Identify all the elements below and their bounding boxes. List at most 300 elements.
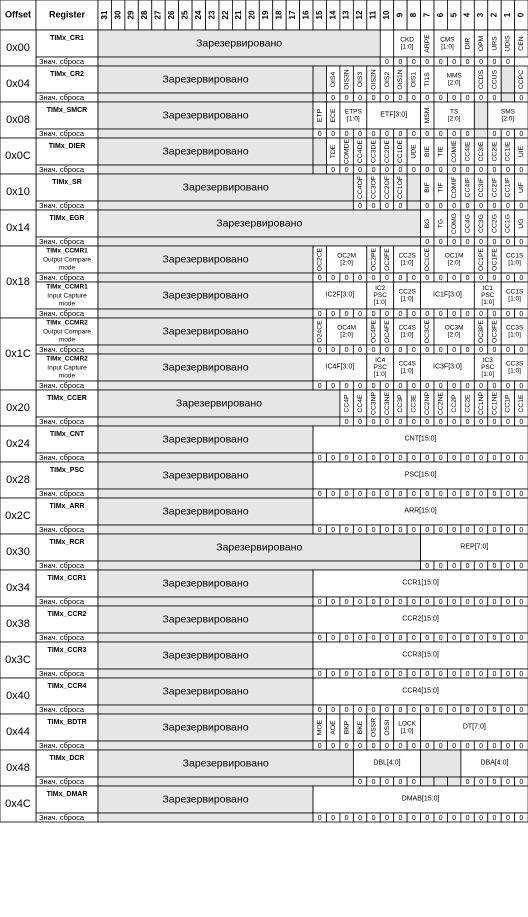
field-label: IC1F[3:0] <box>433 291 462 299</box>
reset-value: 0 <box>465 814 470 822</box>
field-label: [1:0] <box>400 727 414 735</box>
reset-value: 0 <box>398 778 403 786</box>
reset-value: 0 <box>425 238 430 246</box>
field-arpe: ARPE <box>424 34 432 53</box>
reset-value: 0 <box>344 166 349 174</box>
reset-label: Знач. сброса <box>39 344 85 354</box>
field-oc3pe: OC3PE <box>477 319 485 344</box>
field-ccds: CCDS <box>477 69 485 90</box>
field-label: [1:0] <box>508 331 521 339</box>
field-label: ARR[15:0] <box>404 507 437 515</box>
reset-value: 0 <box>452 490 457 498</box>
reset-value: 0 <box>317 742 322 750</box>
reset-value: 0 <box>452 742 457 750</box>
header-bit-20: 20 <box>247 10 257 20</box>
reset-value: 0 <box>438 202 443 210</box>
reserved-reset-block <box>98 201 353 210</box>
field-label: PSC <box>481 292 495 300</box>
reset-value: 0 <box>344 346 349 354</box>
reset-value: 0 <box>371 274 376 282</box>
field-cc3e: CC3E <box>410 394 418 413</box>
field-cen: CEN <box>518 36 526 51</box>
reset-bit-cell <box>447 777 460 786</box>
reset-value: 0 <box>385 94 389 102</box>
reset-value: 0 <box>371 778 376 786</box>
reset-value: 0 <box>425 58 430 66</box>
header-bit-29: 29 <box>126 10 136 20</box>
reserved-reset-block <box>98 453 313 462</box>
reset-value: 0 <box>398 418 403 426</box>
field-label: PSC <box>373 364 387 372</box>
reset-value: 0 <box>519 490 524 498</box>
field-tif: TIF <box>437 182 445 193</box>
field-bke: BKE <box>356 720 364 735</box>
reset-value: 0 <box>411 94 416 102</box>
reset-value: 0 <box>344 130 349 138</box>
reset-value: 0 <box>411 130 416 138</box>
reset-value: 0 <box>358 490 363 498</box>
reset-value: 0 <box>398 130 403 138</box>
reserved-label: Зарезервировано <box>162 649 249 662</box>
field-ois3n: OIS3N <box>343 69 351 90</box>
offset-0x40: 0x40 <box>6 689 30 702</box>
reset-value: 0 <box>438 490 443 498</box>
field-label: [1:0] <box>400 43 414 51</box>
reset-value: 0 <box>505 706 510 714</box>
reset-value: 0 <box>331 346 336 354</box>
reset-value: 0 <box>479 670 483 678</box>
reset-bit-cell <box>474 129 487 138</box>
reset-value: 0 <box>425 166 430 174</box>
register-name: TIMx_CCR2 <box>47 610 87 618</box>
reset-value: 0 <box>465 274 470 282</box>
reset-value: 0 <box>492 310 497 318</box>
reset-value: 0 <box>371 94 376 102</box>
header-bit-13: 13 <box>341 10 351 20</box>
reset-value: 0 <box>519 778 524 786</box>
reset-value: 0 <box>505 598 510 606</box>
header-bit-28: 28 <box>140 10 150 20</box>
field-label: [1:0] <box>508 367 521 375</box>
reset-value: 0 <box>492 670 497 678</box>
reset-value: 0 <box>411 778 416 786</box>
reset-value: 0 <box>519 670 524 678</box>
reset-value: 0 <box>452 418 457 426</box>
header-bit-17: 17 <box>287 10 297 20</box>
reset-value: 0 <box>505 526 510 534</box>
reserved-reset-block <box>98 93 313 102</box>
field-cc2g: CC2G <box>491 214 499 233</box>
reset-value: 0 <box>492 58 497 66</box>
field-ois2n: OIS2N <box>370 69 378 90</box>
reset-label: Знач. сброса <box>39 524 85 534</box>
reset-value: 0 <box>505 130 510 138</box>
field-oc4pe: OC4PE <box>370 319 378 344</box>
register-mode: Input Capture <box>47 364 87 372</box>
reset-value: 0 <box>452 58 457 66</box>
header-bit-22: 22 <box>220 10 230 20</box>
reset-value: 0 <box>452 130 457 138</box>
reset-value: 0 <box>519 742 524 750</box>
header-bit-9: 9 <box>395 12 405 18</box>
field-ossr: OSSR <box>370 717 378 738</box>
field-tg: TG <box>437 218 445 229</box>
field-cc1e: CC1E <box>518 394 526 413</box>
reset-value: 0 <box>331 526 336 534</box>
header-bit-0: 0 <box>516 12 526 18</box>
offset-0x18: 0x18 <box>6 275 30 288</box>
reset-value: 0 <box>452 598 457 606</box>
field-label: [2:0] <box>340 331 353 339</box>
reset-value: 0 <box>452 526 457 534</box>
field-label: MMS <box>446 72 462 80</box>
field-oc2pe: OC2PE <box>370 247 378 272</box>
header-bit-26: 26 <box>167 10 177 20</box>
field-label: CCR4[15:0] <box>402 687 439 695</box>
reset-value: 0 <box>438 706 443 714</box>
reset-value: 0 <box>425 418 430 426</box>
field-label: ETF[3:0] <box>380 111 408 119</box>
reset-value: 0 <box>479 310 483 318</box>
field-cc1p: CC1P <box>504 394 512 413</box>
register-mode: Input Capture <box>47 292 87 300</box>
reset-value: 0 <box>371 814 376 822</box>
field-label: CC3S <box>505 360 524 368</box>
reset-value: 0 <box>519 274 524 282</box>
reserved-label: Зарезервировано <box>162 253 249 266</box>
offset-0x04: 0x04 <box>6 77 30 90</box>
reserved-label: Зарезервировано <box>162 325 249 338</box>
reset-value: 0 <box>492 814 497 822</box>
reset-value: 0 <box>479 706 483 714</box>
reset-value: 0 <box>358 310 363 318</box>
reset-value: 0 <box>385 526 389 534</box>
reset-value: 0 <box>425 130 430 138</box>
reset-value: 0 <box>492 634 497 642</box>
reset-value: 0 <box>519 562 524 570</box>
reset-value: 0 <box>465 598 470 606</box>
reset-value: 0 <box>358 346 363 354</box>
reset-value: 0 <box>492 706 497 714</box>
reset-value: 0 <box>438 130 443 138</box>
field-bkp: BKP <box>343 720 351 735</box>
reset-value: 0 <box>479 454 483 462</box>
reset-value: 0 <box>344 454 349 462</box>
register-name: TIMx_CNT <box>49 430 85 438</box>
reset-value: 0 <box>398 706 403 714</box>
reset-value: 0 <box>425 490 430 498</box>
reset-value: 0 <box>479 58 483 66</box>
reset-value: 0 <box>452 310 457 318</box>
reset-value: 0 <box>344 670 349 678</box>
register-name: TIMx_CCMR1 <box>46 247 88 255</box>
reset-value: 0 <box>398 166 403 174</box>
field-comif: COMIF <box>450 176 458 199</box>
reset-value: 0 <box>438 382 443 390</box>
header-register: Register <box>48 9 86 20</box>
field-label: [1:0] <box>508 295 521 303</box>
reset-value: 0 <box>438 562 443 570</box>
offset-0x30: 0x30 <box>6 545 30 558</box>
reset-label: Знач. сброса <box>39 560 85 570</box>
field-label: [1:0] <box>373 299 387 307</box>
field-label: PSC <box>373 292 387 300</box>
field-cc2p: CC2P <box>450 394 458 413</box>
field-ois3: OIS3 <box>356 71 364 88</box>
field-tie: TIE <box>437 146 445 157</box>
reset-value: 0 <box>344 382 349 390</box>
reserved-reset-block <box>98 777 353 786</box>
reserved-reset-block <box>98 813 313 822</box>
reset-value: 0 <box>438 598 443 606</box>
offset-0x44: 0x44 <box>6 725 30 738</box>
reset-value: 0 <box>505 238 510 246</box>
field-label: CC1S <box>505 288 524 296</box>
reset-value: 0 <box>398 598 403 606</box>
register-name: TIMx_CCMR2 <box>46 319 88 327</box>
reset-value: 0 <box>519 202 524 210</box>
reset-value: 0 <box>492 166 497 174</box>
reset-value: 0 <box>425 562 430 570</box>
header-bit-19: 19 <box>261 10 271 20</box>
reset-value: 0 <box>425 706 430 714</box>
reset-value: 0 <box>519 526 524 534</box>
reset-value: 0 <box>492 94 497 102</box>
reset-value: 0 <box>358 382 363 390</box>
field-label: DT[7:0] <box>462 723 486 731</box>
reset-value: 0 <box>479 346 483 354</box>
register-name: TIMx_CR2 <box>50 70 84 78</box>
reset-value: 0 <box>452 454 457 462</box>
reserved-label: Зарезервировано <box>162 469 249 482</box>
offset-0x34: 0x34 <box>6 581 30 594</box>
reset-value: 0 <box>331 706 336 714</box>
field-ug: UG <box>518 218 526 229</box>
reset-value: 0 <box>505 418 510 426</box>
reset-value: 0 <box>385 382 389 390</box>
reset-value: 0 <box>385 670 389 678</box>
field-label: [1:0] <box>400 367 414 375</box>
reset-label: Знач. сброса <box>39 236 85 246</box>
field-moe: MOE <box>316 719 324 736</box>
reset-value: 0 <box>438 634 443 642</box>
register-name: TIMx_BDTR <box>47 718 87 726</box>
field-label: DBA[4:0] <box>480 759 509 767</box>
reset-value: 0 <box>385 814 389 822</box>
field-label: [1:0] <box>481 299 495 307</box>
field-ude: UDE <box>410 144 418 159</box>
reset-bit-cell <box>313 165 326 174</box>
header-bit-23: 23 <box>207 10 217 20</box>
reset-value: 0 <box>425 346 430 354</box>
register-name: TIMx_CCR1 <box>47 574 87 582</box>
reserved-reset-block <box>98 525 313 534</box>
reset-label: Знач. сброса <box>39 200 85 210</box>
reset-value: 0 <box>465 418 470 426</box>
reset-value: 0 <box>317 346 322 354</box>
field-label: [1:0] <box>508 259 521 267</box>
reset-value: 0 <box>358 778 363 786</box>
reset-value: 0 <box>411 310 416 318</box>
reset-value: 0 <box>465 562 470 570</box>
reset-value: 0 <box>492 562 497 570</box>
reset-value: 0 <box>358 742 363 750</box>
reserved-label: Зарезервировано <box>182 757 269 770</box>
reset-value: 0 <box>331 490 336 498</box>
reset-value: 0 <box>465 706 470 714</box>
reset-value: 0 <box>371 706 376 714</box>
field-label: IC2 <box>375 285 386 293</box>
reset-value: 0 <box>492 238 497 246</box>
reserved-label: Зарезервировано <box>175 397 262 410</box>
field-oc3ce: OC3CE <box>424 319 432 344</box>
reset-value: 0 <box>505 814 510 822</box>
reset-value: 0 <box>465 490 470 498</box>
reset-value: 0 <box>411 598 416 606</box>
header-bit-30: 30 <box>113 10 123 20</box>
reset-value: 0 <box>344 94 349 102</box>
reset-value: 0 <box>452 634 457 642</box>
reserved-label: Зарезервировано <box>216 217 303 230</box>
register-mode: mode <box>58 300 76 308</box>
field-udis: UDIS <box>504 35 512 52</box>
offset-0x20: 0x20 <box>6 401 30 414</box>
reset-value: 0 <box>371 490 376 498</box>
reset-value: 0 <box>371 130 376 138</box>
field-aoe: AOE <box>329 720 337 735</box>
reserved-reset-block <box>98 489 313 498</box>
reset-value: 0 <box>505 166 510 174</box>
field-label: CNT[15:0] <box>404 435 437 443</box>
reset-value: 0 <box>465 310 470 318</box>
reset-value: 0 <box>492 778 497 786</box>
field-cell <box>474 102 487 129</box>
reset-value: 0 <box>438 94 443 102</box>
reset-value: 0 <box>317 310 322 318</box>
field-label: CC2S <box>398 288 416 296</box>
reset-value: 0 <box>331 670 336 678</box>
field-cc1if: CC1IF <box>504 177 512 198</box>
field-label: OC4M <box>337 324 357 332</box>
reserved-label: Зарезервировано <box>162 685 249 698</box>
field-label: OC2M <box>337 252 357 260</box>
reset-value: 0 <box>465 238 470 246</box>
reset-value: 0 <box>452 562 457 570</box>
reset-value: 0 <box>331 274 336 282</box>
register-name: TIMx_DCR <box>49 754 85 762</box>
reset-value: 0 <box>519 454 524 462</box>
field-cell <box>313 66 326 93</box>
reset-value: 0 <box>425 454 430 462</box>
reset-value: 0 <box>358 526 363 534</box>
header-offset: Offset <box>4 9 32 20</box>
field-label: ETPS <box>344 108 362 116</box>
field-oc2fe: OC2FE <box>383 248 391 271</box>
reset-value: 0 <box>425 94 430 102</box>
reset-value: 0 <box>411 166 416 174</box>
reset-value: 0 <box>425 382 430 390</box>
register-name: TIMx_DMAR <box>46 790 88 798</box>
reset-value: 0 <box>519 130 524 138</box>
reset-value: 0 <box>438 238 443 246</box>
reset-value: 0 <box>479 166 483 174</box>
reset-value: 0 <box>452 238 457 246</box>
reset-value: 0 <box>479 598 483 606</box>
field-cell <box>313 138 326 165</box>
field-label: [1:0] <box>400 331 414 339</box>
reset-value: 0 <box>438 454 443 462</box>
reset-value: 0 <box>492 742 497 750</box>
reset-value: 0 <box>505 634 510 642</box>
reset-value: 0 <box>425 634 430 642</box>
reset-value: 0 <box>425 814 430 822</box>
reset-value: 0 <box>385 166 389 174</box>
reset-value: 0 <box>385 490 389 498</box>
field-cc1ne: CC1NE <box>491 391 499 416</box>
header-bit-21: 21 <box>234 10 244 20</box>
reset-value: 0 <box>438 814 443 822</box>
header-bit-27: 27 <box>153 10 163 20</box>
reset-value: 0 <box>331 310 336 318</box>
reset-value: 0 <box>438 346 443 354</box>
reserved-label: Зарезервировано <box>162 289 249 302</box>
reset-label: Знач. сброса <box>39 56 85 66</box>
field-o24ce: O24CE <box>316 320 324 343</box>
reset-value: 0 <box>425 598 430 606</box>
reset-value: 0 <box>411 346 416 354</box>
reset-value: 0 <box>331 166 336 174</box>
reset-label: Знач. сброса <box>39 668 85 678</box>
field-label: IC2F[3:0] <box>325 291 355 299</box>
field-label: IC3F[3:0] <box>433 363 462 371</box>
reset-value: 0 <box>452 274 457 282</box>
reset-value: 0 <box>519 598 524 606</box>
reset-value: 0 <box>411 742 416 750</box>
field-label: [2:0] <box>447 115 461 123</box>
reset-label: Знач. сброса <box>39 128 85 138</box>
register-name: TIMx_CCMR1 <box>46 283 88 291</box>
reset-value: 0 <box>371 742 376 750</box>
field-label: OC1M <box>444 252 464 260</box>
reset-value: 0 <box>344 706 349 714</box>
field-oc4fe: OC4FE <box>383 320 391 343</box>
header-bit-1: 1 <box>503 12 513 18</box>
reset-value: 0 <box>371 454 376 462</box>
reset-value: 0 <box>344 598 349 606</box>
reset-value: 0 <box>331 94 336 102</box>
reset-value: 0 <box>317 274 322 282</box>
reset-value: 0 <box>317 706 322 714</box>
reset-value: 0 <box>398 670 403 678</box>
field-cell <box>421 750 461 777</box>
offset-0x08: 0x08 <box>6 113 30 126</box>
field-ccus: CCUS <box>491 69 499 90</box>
reserved-reset-block <box>98 561 421 570</box>
reset-value: 0 <box>385 310 389 318</box>
reset-bit-cell <box>421 777 434 786</box>
reset-value: 0 <box>358 814 363 822</box>
reset-value: 0 <box>505 778 510 786</box>
field-label: CMS <box>440 36 455 44</box>
reset-value: 0 <box>411 634 416 642</box>
reset-value: 0 <box>452 202 457 210</box>
header-bit-2: 2 <box>489 12 499 18</box>
reserved-reset-block <box>98 705 313 714</box>
field-cc4g: CC4G <box>464 214 472 233</box>
reset-value: 0 <box>344 634 349 642</box>
reset-value: 0 <box>398 742 403 750</box>
reset-value: 0 <box>519 382 524 390</box>
